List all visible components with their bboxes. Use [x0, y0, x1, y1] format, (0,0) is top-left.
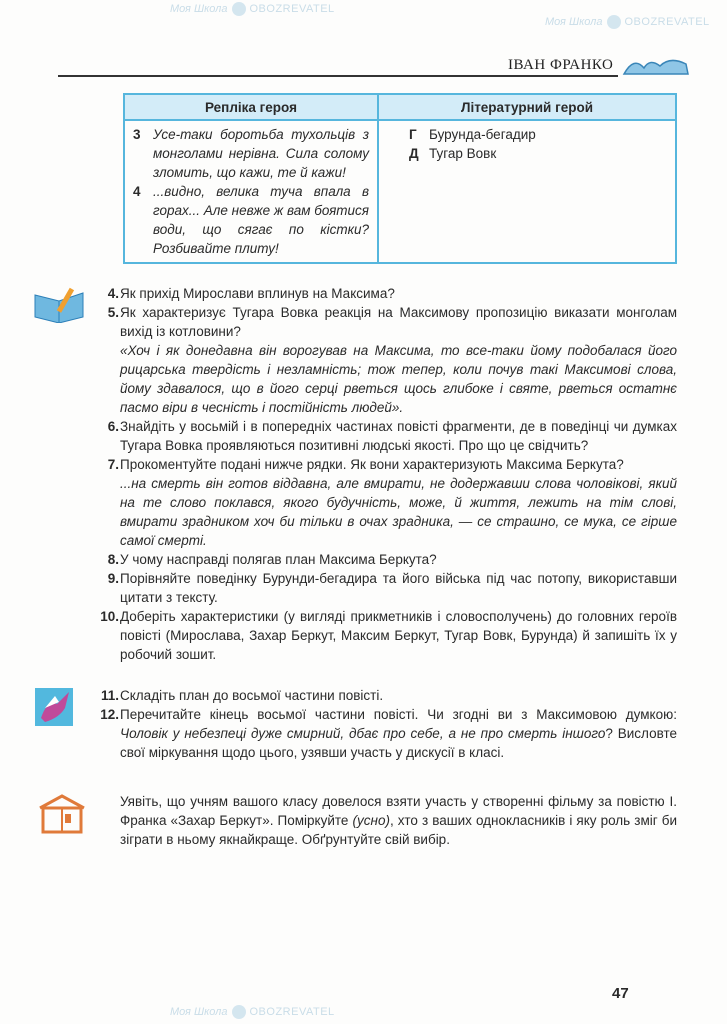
questions-group-2: [95, 686, 677, 762]
column-header-replica: Репліка героя: [124, 94, 378, 120]
decorative-logo-icon: [620, 54, 692, 78]
creative-task: Уявіть, що учням вашого класу довелося взяти участь у створенні фільму за повістю І. Франка «Захар Беркут». Поміркуйте (усно), хто з ваших однокласників і яку роль зміг би зіграти в ньому якнайкраще. Обґрунтуйте свій вибір.: [120, 794, 678, 847]
question-6: 6. Знайдіть у восьмій і в попередніх частинах повісті фрагменти, де в поведінці чи думках Тугара Вовка проявляються позитивні людські якості. Про що це свідчить?: [107, 419, 677, 453]
hero-item: Д Тугар Вовк: [409, 146, 497, 161]
pegasus-icon: [35, 688, 73, 726]
question-11: 11. Складіть план до восьмої частини повісті.: [100, 688, 384, 703]
page-content: [95, 93, 677, 849]
question-8: 8. У чому насправді полягав план Максима Беркута?: [107, 552, 437, 567]
page-number: 47: [612, 985, 629, 1002]
house-book-icon: [38, 794, 86, 834]
watermark: Моя Школа OBOZREVATEL: [545, 15, 710, 28]
question-7: 7. Прокоментуйте подані нижче рядки. Як вони характеризують Максима Беркута? ...на смерть він готов віддавна, але вмирати, не додержавши слова чоловікові, який на те слово поклався, якого будучність, може, й життя, лежить на тім слові, вмирати зрадником хоч би тільки в очах зрадника, — се страшно, се мука, се гірше самої смерті.: [107, 457, 677, 548]
replica-item: 4 ...видно, велика туча впала в горах... Але невже ж вам боятися води, що сягає по кістки? Розбивайте плиту!: [133, 184, 369, 256]
watermark: Моя Школа OBOZREVATEL: [170, 1005, 335, 1018]
matching-table: [123, 93, 677, 264]
questions-group-1: [95, 284, 677, 664]
hero-item: Г Бурунда-бегадир: [409, 127, 536, 142]
question-10: 10. Доберіть характеристики (у вигляді прикметників і словосполучень) до головних героїв повісті (Мирослава, Захар Беркут, Максим Беркут, Тугар Вовк, Бурунда) й запишіть їх у робочий зошит.: [100, 609, 677, 662]
watermark: Моя Школа OBOZREVATEL: [170, 2, 335, 15]
replica-item: 3 Усе-таки боротьба тухольців з монголами нерівна. Сила солому зломить, що кажи, те й кажи!: [133, 127, 369, 180]
question-9: 9. Порівняйте поведінку Бурунди-бегадира та його війська під час потопу, використавши цитати з тексту.: [107, 571, 677, 605]
book-pen-icon: [33, 287, 88, 323]
question-12: 12. Перечитайте кінець восьмої частини повісті. Чи згодні ви з Максимовою думкою: Чоловік у небезпеці дуже смирний, дбає про себе, а не про смерть іншого? Висловте свої міркування щодо цього, узявши участь у дискусії в класі.: [100, 707, 677, 760]
quote: ...на смерть він готов віддавна, але вмирати, не додержавши слова чоловікові, який на те слово поклався, якого будучність, може, й життя, лежить на тім слові, вмирати зрадником хоч би тільки в очах зрадника, — се страшно, се мука, се гірше самої смерті.: [120, 476, 677, 548]
header-rule: [58, 75, 618, 77]
question-5: 5. Як характеризує Тугара Вовка реакція на Максимову пропозицію виказати монголам вихід із котловини? «Хоч і як донедавна він ворогував на Максима, то все-таки йому подобалася його рицарська твердість і незламність; тож тепер, коли почув такі Максимові слова, йому здавалося, що в його серці рветься щось глибоке і святе, рветься остатнє пасмо віри в чесність і постійність людей».: [107, 305, 677, 415]
column-header-hero: Літературний герой: [378, 94, 676, 120]
creative-group: [95, 792, 677, 849]
hero-cell: [378, 120, 676, 263]
question-4: 4. Як прихід Мирослави вплинув на Максима?: [107, 286, 395, 301]
replica-cell: [124, 120, 378, 263]
running-header-author: ІВАН ФРАНКО: [508, 57, 614, 73]
quote: «Хоч і як донедавна він ворогував на Максима, то все-таки йому подобалася його рицарська твердість і незламність; тож тепер, коли почув такі Максимові слова, йому здавалося, що в його серці рветься щось глибоке і святе, рветься остатнє пасмо віри в чесність і постійність людей».: [120, 343, 677, 415]
